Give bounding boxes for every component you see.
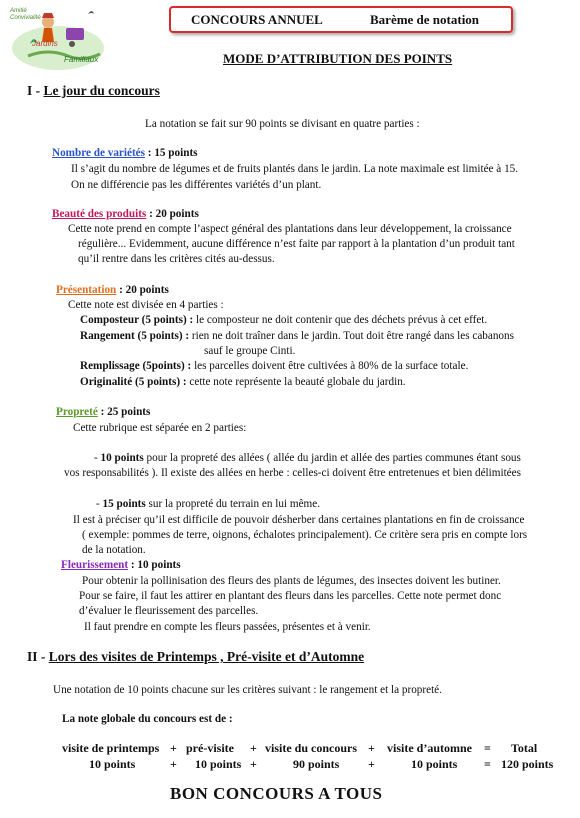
varietes-line-2: On ne différencie pas les différentes variétés d’un plant. — [71, 179, 322, 191]
beaute-heading — [52, 207, 199, 221]
dash: - — [94, 452, 101, 464]
presentation-intro: Cette note est divisée en 4 parties : — [68, 299, 224, 311]
sum-value-plus: + — [170, 757, 177, 771]
logo — [8, 4, 108, 74]
item-text: cette note représente la beauté globale du jardin. — [186, 376, 406, 388]
section1-intro: La notation se fait sur 90 points se divisant en quatre parties : — [145, 118, 420, 130]
beaute-points: : 20 points — [146, 208, 199, 220]
sum-head-plus: + — [170, 741, 177, 755]
beaute-label: Beauté des produits — [52, 208, 147, 220]
dash: - — [96, 498, 103, 510]
sum-head-total: Total — [511, 741, 538, 755]
presentation-item-2-cont: sauf le groupe Cinti. — [204, 345, 296, 357]
proprete-note-1: Il est à préciser qu’il est difficile de pouvoir désherber dans certaines plantations en fin de croissance — [73, 514, 525, 526]
proprete-note-2: ( exemple: pommes de terre, oignons, échalotes principalement). Ce critère sera pris en compte lors — [82, 529, 528, 541]
presentation-item-1 — [80, 313, 487, 327]
proprete-intro: Cette rubrique est séparée en 2 parties: — [73, 422, 247, 434]
sum-value-contest: 90 points — [293, 757, 340, 771]
proprete-note-3: de la notation. — [82, 544, 146, 556]
fleurissement-label: Fleurissement — [61, 559, 129, 571]
sum-head-contest: visite du concours — [265, 741, 358, 755]
presentation-item-2 — [80, 329, 514, 343]
part1-text: pour la propreté des allées ( allée du jardin et allée des parties communes étant sous — [143, 452, 521, 464]
sum-head-plus: + — [368, 741, 375, 755]
sum-value-previsit: 10 points — [195, 757, 242, 771]
proprete-heading — [56, 405, 150, 419]
header-box — [169, 6, 513, 33]
sum-value-equals: = — [484, 757, 491, 771]
item-term: Composteur (5 points) : — [80, 314, 194, 326]
section1-prefix: I - — [27, 83, 44, 98]
item-text: le composteur ne doit contenir que des déchets prévus à cet effet. — [193, 314, 488, 326]
page-subtitle: MODE D’ATTRIBUTION DES POINTS — [223, 51, 453, 66]
sum-head-equals: = — [484, 741, 491, 755]
logo-text-4: Familiaux — [64, 55, 99, 64]
beaute-line-3: qu’il rentre dans les critères cités au-dessus. — [78, 253, 275, 265]
varietes-label: Nombre de variétés — [52, 147, 145, 159]
presentation-heading — [56, 283, 169, 297]
closing-message: BON CONCOURS A TOUS — [170, 784, 383, 803]
presentation-item-4 — [80, 375, 406, 389]
logo-text-2: Convivialité — [10, 15, 41, 21]
section2-intro: Une notation de 10 points chacune sur les critères suivant : le rangement et la propreté. — [53, 684, 442, 696]
header-subtitle: Barème de notation — [370, 12, 480, 27]
item-term: Rangement (5 points) : — [80, 330, 190, 342]
sum-head-plus: + — [250, 741, 257, 755]
fleurissement-line-4: Il faut prendre en compte les fleurs passées, présentes et à venir. — [84, 621, 371, 633]
proprete-points: : 25 points — [97, 406, 151, 418]
section1-heading — [27, 84, 160, 98]
beaute-line-2: régulière... Evidemment, aucune différence n’est faite par rapport à la plantation d’un produit tant — [78, 238, 515, 250]
fleurissement-line-2: Pour se faire, il faut les attirer en plantant des fleurs dans les parcelles. Cette note permet donc — [79, 590, 502, 602]
proprete-part1-line2: vos responsabilités ). Il existe des allées en herbe : celles-ci doivent être entretenues et bien délimitées — [64, 467, 521, 479]
section1-title: Le jour du concours — [43, 83, 160, 98]
section2-prefix: II - — [27, 649, 49, 664]
section2-heading — [27, 650, 364, 664]
global-score-label: La note globale du concours est de : — [62, 713, 233, 725]
varietes-points: : 15 points — [145, 147, 198, 159]
fleurissement-line-1: Pour obtenir la pollinisation des fleurs des plants de légumes, des insectes doivent les butiner. — [82, 575, 501, 587]
part1-points: 10 points — [100, 452, 144, 464]
logo-text-1: Amitié — [10, 8, 27, 14]
sum-head-previsit: pré-visite — [186, 741, 234, 755]
sum-value-plus: + — [368, 757, 375, 771]
presentation-label: Présentation — [56, 284, 117, 296]
varietes-heading — [52, 146, 198, 160]
sum-value-autumn: 10 points — [411, 757, 458, 771]
beaute-line-1: Cette note prend en compte l’aspect général des plantations dans leur développement, la croissance — [68, 223, 512, 235]
item-term: Originalité (5 points) : — [80, 376, 187, 388]
proprete-part1 — [94, 451, 521, 465]
sum-value-spring: 10 points — [89, 757, 136, 771]
part2-text: sur la propreté du terrain en lui même. — [145, 498, 321, 510]
sum-head-spring: visite de printemps — [62, 741, 160, 755]
presentation-points: : 20 points — [116, 284, 169, 296]
sum-value-plus: + — [250, 757, 257, 771]
fleurissement-line-3: d’évaluer le fleurissement des parcelles. — [79, 605, 259, 617]
part2-points: 15 points — [102, 498, 146, 510]
header-title: CONCOURS ANNUEL — [191, 12, 323, 27]
sum-head-autumn: visite d’automne — [387, 741, 472, 755]
fleurissement-points: : 10 points — [128, 559, 181, 571]
section2-title: Lors des visites de Printemps , Pré-visite et d’Automne — [48, 649, 365, 664]
sum-value-total: 120 points — [501, 757, 554, 771]
item-text: rien ne doit traîner dans le jardin. Tout doit être rangé dans les cabanons — [189, 330, 514, 342]
proprete-part2 — [96, 497, 320, 511]
varietes-line-1: Il s’agit du nombre de légumes et de fruits plantés dans le jardin. La note maximale est limitée à 15. — [71, 163, 519, 175]
presentation-item-3 — [80, 359, 468, 373]
proprete-label: Propreté — [56, 406, 98, 418]
item-term: Remplissage (5points) : — [80, 360, 192, 372]
fleurissement-heading — [61, 558, 181, 572]
logo-text-3: Jardins — [32, 39, 58, 48]
item-text: les parcelles doivent être cultivées à 80% de la surface totale. — [191, 360, 469, 372]
